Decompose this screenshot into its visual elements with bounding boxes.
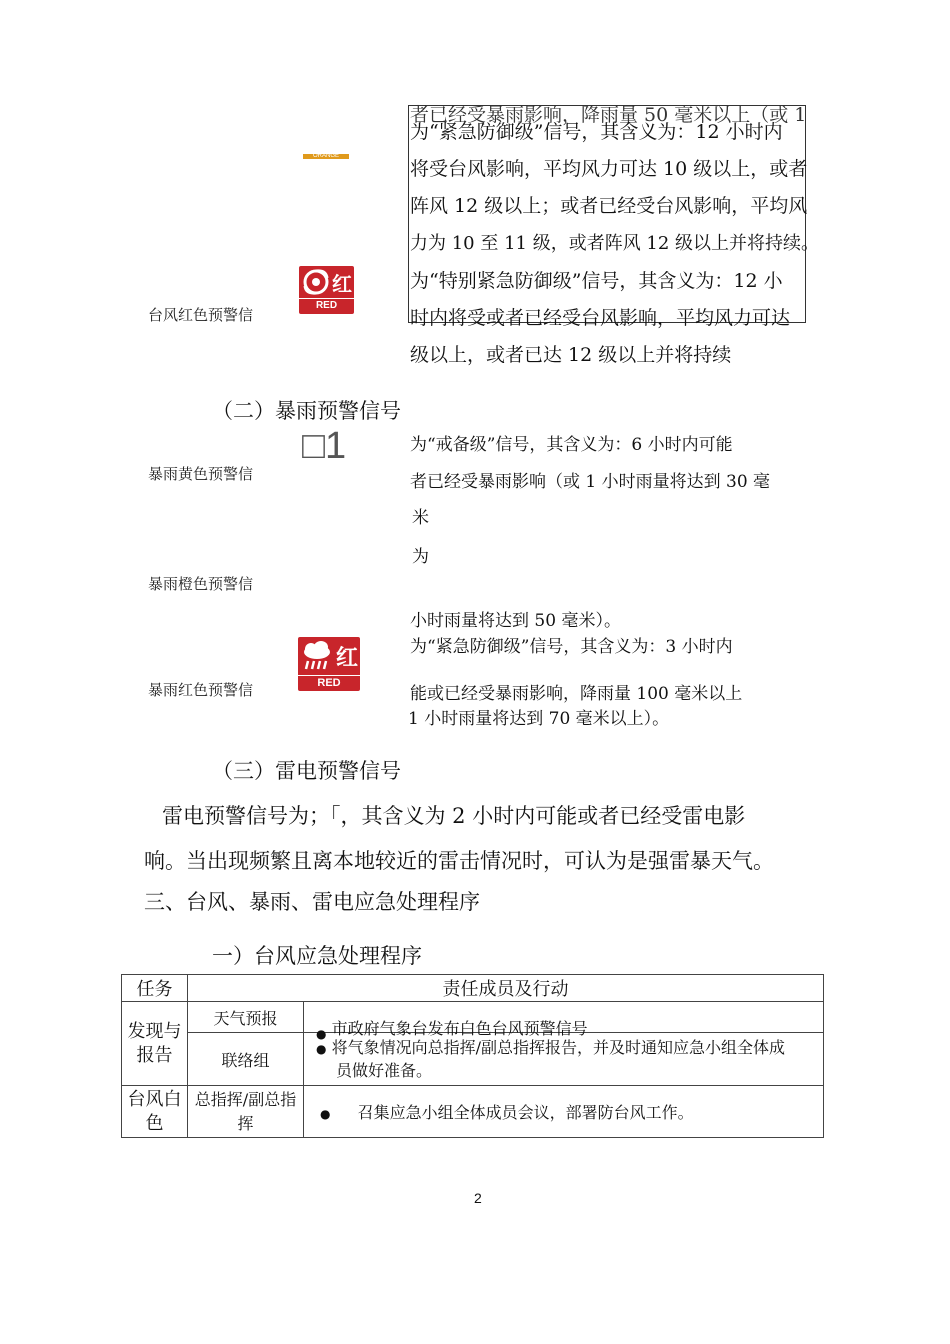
- rain-yellow-line-2: 者已经受暴雨影响（或 1 小时雨量将达到 30 毫: [410, 472, 771, 492]
- typhoon-red-char: 红: [332, 271, 352, 296]
- typhoon-red-icon: [299, 266, 354, 314]
- procedures-subheading: 一）台风应急处理程序: [212, 944, 422, 968]
- action-weather-forecast: ● 市政府气象台发布白色台风预警信号: [304, 1002, 824, 1033]
- task-discover-report: 发现与报告: [122, 1002, 188, 1086]
- rain-orange-line: 小时雨量将达到 50 毫米）。: [410, 611, 621, 631]
- typhoon-line-1: 为“紧急防御级”信号，其含义为：12 小时内: [410, 121, 783, 143]
- table-row: [122, 1086, 824, 1138]
- rain-red-icon: [298, 637, 360, 691]
- typhoon-red-label: 台风红色预警信: [148, 306, 254, 324]
- rain-orange-label: 暴雨橙色预警信: [148, 575, 254, 593]
- typhoon-line-7: 级以上，或者已达 12 级以上并将持续: [410, 344, 732, 366]
- typhoon-line-3: 阵风 12 级以上；或者已经受台风影响，平均风: [410, 195, 808, 217]
- typhoon-procedure-table: [121, 974, 824, 1138]
- typhoon-swirl-icon: [302, 268, 330, 296]
- bullet-icon: ●: [316, 1041, 327, 1056]
- thunder-para-line-2: 响。当出现频繁且离本地较近的雷击情况时，可认为是强雷暴天气。: [144, 849, 774, 873]
- page-number: 2: [474, 1190, 482, 1206]
- role-weather-forecast: 天气预报: [188, 1002, 304, 1033]
- rain-yellow-line-3: 米: [412, 508, 429, 528]
- rainstorm-heading: （二）暴雨预警信号: [212, 399, 401, 423]
- typhoon-line-2: 将受台风影响，平均风力可达 10 级以上，或者: [410, 158, 808, 180]
- table-row: [122, 1002, 824, 1033]
- action-liaison-group: ● 将气象情况向总指挥/副总指挥报告，并及时通知应急小组全体成 员做好准备。: [304, 1033, 824, 1086]
- orange-signal-fragment: ORANGE: [303, 154, 349, 159]
- header-task: 任务: [122, 975, 188, 1002]
- typhoon-line-6: 时内将受或者已经受台风影响，平均风力可达: [410, 307, 791, 329]
- table-row: [122, 1033, 824, 1086]
- role-commander: 总指挥/副总指挥: [188, 1086, 304, 1138]
- typhoon-overlap-line: 者已经受暴雨影响，降雨量 50 毫米以上（或 1: [410, 104, 807, 126]
- rain-yellow-line-4: 为: [412, 547, 429, 567]
- role-liaison-group: 联络组: [188, 1033, 304, 1086]
- header-actions: 责任成员及行动: [188, 975, 824, 1002]
- action-commander: ● 召集应急小组全体成员会议，部署防台风工作。: [304, 1086, 824, 1138]
- rain-cloud-icon: [300, 640, 334, 672]
- rain-red-line-2: 能或已经受暴雨影响，降雨量 100 毫米以上: [410, 684, 743, 704]
- rain-red-line-1: 为“紧急防御级”信号，其含义为：3 小时内: [410, 637, 733, 657]
- bullet-icon: ●: [316, 1027, 327, 1041]
- rain-red-line-3: 1 小时雨量将达到 70 毫米以上）。: [408, 709, 670, 729]
- rain-red-label: 暴雨红色预警信: [148, 681, 254, 699]
- rain-yellow-label: 暴雨黄色预警信: [148, 465, 254, 483]
- typhoon-red-word: RED: [299, 298, 354, 313]
- table-header-row: [122, 975, 824, 1002]
- rain-yellow-line-1: 为“戒备级”信号，其含义为：6 小时内可能: [410, 435, 733, 455]
- typhoon-line-5: 为“特别紧急防御级”信号，其含义为：12 小: [410, 270, 783, 292]
- thunder-heading: （三）雷电预警信号: [212, 759, 401, 783]
- task-typhoon-white: 台风白色: [122, 1086, 188, 1138]
- bullet-icon: ●: [320, 1107, 331, 1121]
- typhoon-line-4: 力为 10 至 11 级，或者阵风 12 级以上并将持续。: [410, 233, 820, 254]
- procedures-heading: 三、台风、暴雨、雷电应急处理程序: [144, 890, 480, 914]
- rain-red-word: RED: [298, 675, 360, 691]
- rain-red-char: 红: [336, 644, 359, 671]
- thunder-para-line-1: 雷电预警信号为；「，其含义为 2 小时内可能或者已经受雷电影: [162, 804, 746, 828]
- rain-yellow-glyph: □1: [302, 425, 347, 467]
